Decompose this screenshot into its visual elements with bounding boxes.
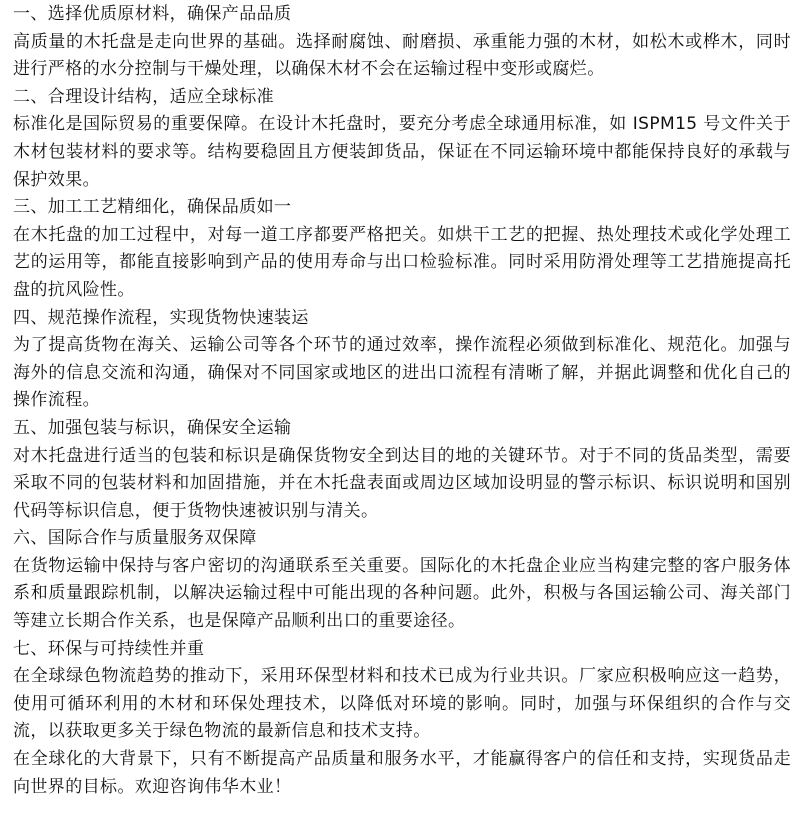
section-5 [13, 415, 791, 525]
section-3 [13, 194, 791, 304]
section-2 [13, 84, 791, 194]
section-heading: 六、国际合作与质量服务双保障 [13, 528, 257, 549]
section-paragraph: 在木托盘的加工过程中，对每一道工序都要严格把关。如烘干工艺的把握、热处理技术或化学处理工艺的运用等，都能直接影响到产品的使用寿命与出口检验标准。同时采用防滑处理等工艺措施提高托盘的抗风险性。 [13, 224, 791, 300]
section-paragraph: 高质量的木托盘是走向世界的基础。选择耐腐蚀、耐磨损、承重能力强的木材，如松木或桦木，同时进行严格的水分控制与干燥处理，以确保木材不会在运输过程中变形或腐烂。 [13, 31, 791, 80]
section-7 [13, 636, 791, 746]
section-heading: 七、环保与可持续性并重 [13, 638, 205, 659]
conclusion-paragraph: 在全球化的大背景下，只有不断提高产品质量和服务水平，才能赢得客户的信任和支持，实现货品走向世界的目标。欢迎咨询伟华木业！ [13, 749, 791, 797]
section-1 [13, 1, 791, 84]
section-paragraph: 为了提高货物在海关、运输公司等各个环节的通过效率，操作流程必须做到标准化、规范化。加强与海外的信息交流和沟通，确保对不同国家或地区的进出口流程有清晰了解，并据此调整和优化自己的操作流程。 [13, 335, 791, 411]
section-6 [13, 525, 791, 635]
section-paragraph: 标准化是国际贸易的重要保障。在设计木托盘时，要充分考虑全球通用标准，如 ISPM15 号文件关于木材包装材料的要求等。结构要稳固且方便装卸货品，保证在不同运输环境中都能保持良好的承载与保护效果。 [13, 114, 791, 190]
section-heading: 一、选择优质原材料，确保产品品质 [13, 4, 292, 24]
section-heading: 五、加强包装与标识，确保安全运输 [13, 417, 292, 438]
section-paragraph: 在货物运输中保持与客户密切的沟通联系至关重要。国际化的木托盘企业应当构建完整的客户服务体系和质量跟踪机制，以解决运输过程中可能出现的各种问题。此外，积极与各国运输公司、海关部门等建立长期合作关系，也是保障产品顺利出口的重要途径。 [13, 555, 791, 632]
article [13, 1, 791, 801]
section-heading: 四、规范操作流程，实现货物快速装运 [13, 307, 309, 328]
section-paragraph: 在全球绿色物流趋势的推动下，采用环保型材料和技术已成为行业共识。厂家应积极响应这一趋势，使用可循环利用的木材和环保处理技术，以降低对环境的影响。同时，加强与环保组织的合作与交流，以获取更多关于绿色物流的最新信息和技术支持。 [13, 666, 791, 742]
section-heading: 三、加工工艺精细化，确保品质如一 [13, 197, 292, 218]
section-heading: 二、合理设计结构，适应全球标准 [13, 86, 274, 107]
section-paragraph: 对木托盘进行适当的包装和标识是确保货物安全到达目的地的关键环节。对于不同的货品类型，需要采取不同的包装材料和加固措施，并在木托盘表面或周边区域加设明显的警示标识、标识说明和国别代码等标识信息，便于货物快速被识别与清关。 [13, 445, 791, 521]
section-4 [13, 305, 791, 415]
